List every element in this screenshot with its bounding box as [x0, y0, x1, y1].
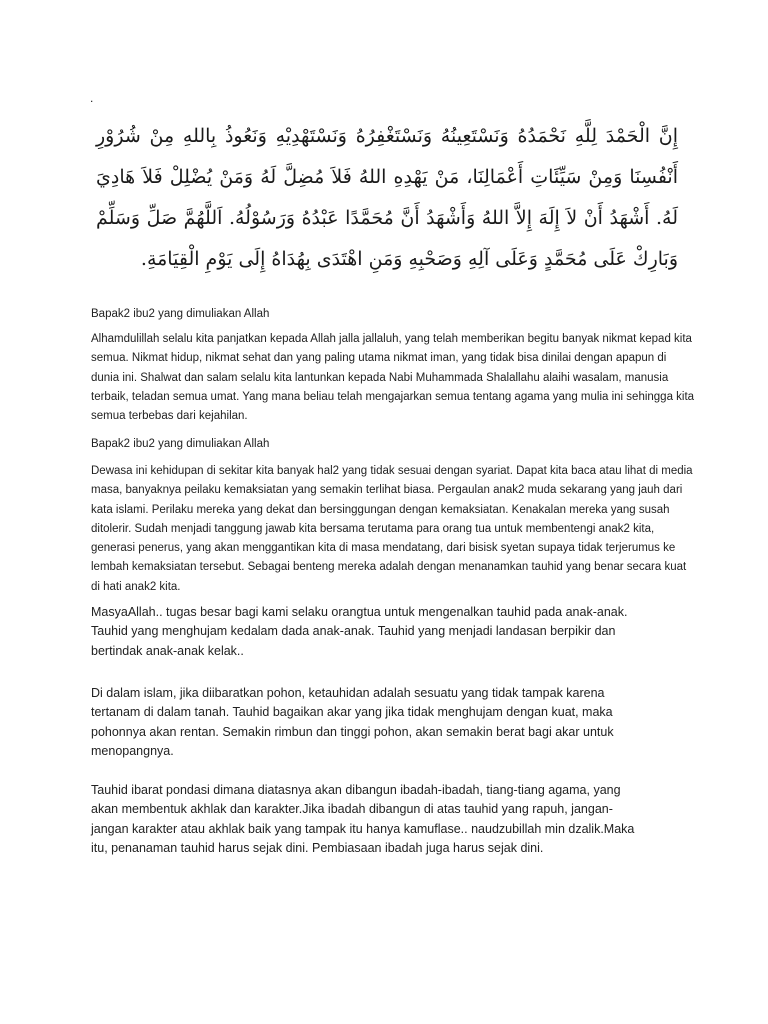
paragraph-current-conditions: Dewasa ini kehidupan di sekitar kita banyak hal2 yang tidak sesuai dengan syariat. Dapat kita baca atau lihat di media masa, banyaknya peilaku kemaksiatan yang semakin terlihat biasa. Pergaulan anak2 muda sekarang yang jauh dari kata islami. Perilaku mereka yang dekat dan bersinggungan dengan kemaksiatan. Kenakalan mereka yang susah ditolerir. Sudah menjadi tanggung jawab kita bersama terutama para orang tua untuk membentengi anak2 kita, generasi penerus, yang akan menggantikan kita di masa mendatang, dari bisisk syetan supaya tidak terjerumus ke lembah kemaksiatan tersebut. Sebagai benteng mereka adalah dengan menanamkan tauhid yang benar secara kuat di hati anak2 kita.	[91, 465, 693, 593]
greeting-heading-1: Bapak2 ibu2 yang dimuliakan Allah	[91, 308, 270, 320]
paragraph-parents-task: MasyaAllah.. tugas besar bagi kami selaku orangtua untuk mengenalkan tauhid pada anak-anak. Tauhid yang menghujam kedalam dada anak-anak. Tauhid yang menjadi landasan berpikir dan bertindak anak-anak kelak..	[91, 605, 628, 658]
greeting-heading-2: Bapak2 ibu2 yang dimuliakan Allah	[91, 438, 270, 450]
leading-dot: .	[90, 91, 94, 105]
arabic-opening-prayer: إِنَّ الْحَمْدَ لِلَّهِ نَحْمَدُهُ وَنَسْتَعِينُهُ وَنَسْتَغْفِرُهُ وَنَسْتَهْدِيْهِ وَنَعُوذُ بِاللهِ مِنْ شُرُوْرِ أَنْفُسِنَا وَمِنْ سَيِّئَاتِ أَعْمَالِنَا، مَنْ يَهْدِهِ اللهُ فَلاَ مُضِلَّ لَهُ وَمَنْ يُضْلِلْ فَلاَ هَادِيَ لَهُ. أَشْهَدُ أَنْ لاَ إِلَهَ إِلاَّ اللهُ وَأَشْهَدُ أَنَّ مُحَمَّدًا عَبْدُهُ وَرَسُوْلُهُ. اَللَّهُمَّ صَلِّ وَسَلِّمْ وَبَارِكْ عَلَى مُحَمَّدٍ وَعَلَى آلِهِ وَصَحْبِهِ وَمَنِ اهْتَدَى بِهُدَاهُ إِلَى يَوْمِ الْقِيَامَةِ.	[96, 125, 678, 270]
paragraph-praise: Alhamdulillah selalu kita panjatkan kepada Allah jalla jallaluh, yang telah memberikan begitu banyak nikmat kepad kita semua. Nikmat hidup, nikmat sehat dan yang paling utama nikmat iman, yang tidak bisa dinilai dengan apapun di dunia ini. Shalwat dan salam selalu kita lantunkan kepada Nabi Muhammada Shalallahu alaihi wasalam, manusia terbaik, teladan semua umat. Yang mana beliau telah mengajarkan semua tentang agama yang mulia ini sehingga kita semua terbebas dari kejahilan.	[91, 333, 695, 423]
paragraph-foundation-analogy: Tauhid ibarat pondasi dimana diatasnya akan dibangun ibadah-ibadah, tiang-tiang agama, yang akan membentuk akhlak dan karakter.Jika ibadah dibangun di atas tauhid yang rapuh, jangan-jangan karakter atau akhlak baik yang tampak itu hanya kamuflase.. naudzubillah min dzalik.Maka itu, penanaman tauhid harus sejak dini. Pembiasaan ibadah juga harus sejak dini.	[91, 783, 635, 855]
paragraph-tree-analogy: Di dalam islam, jika diibaratkan pohon, ketauhidan adalah sesuatu yang tidak tampak karena tertanam di dalam tanah. Tauhid bagaikan akar yang jika tidak menghujam dengan kuat, maka pohonnya akan rentan. Semakin rimbun dan tinggi pohon, akan semakin berat bagi akar untuk menopangnya.	[91, 686, 614, 758]
